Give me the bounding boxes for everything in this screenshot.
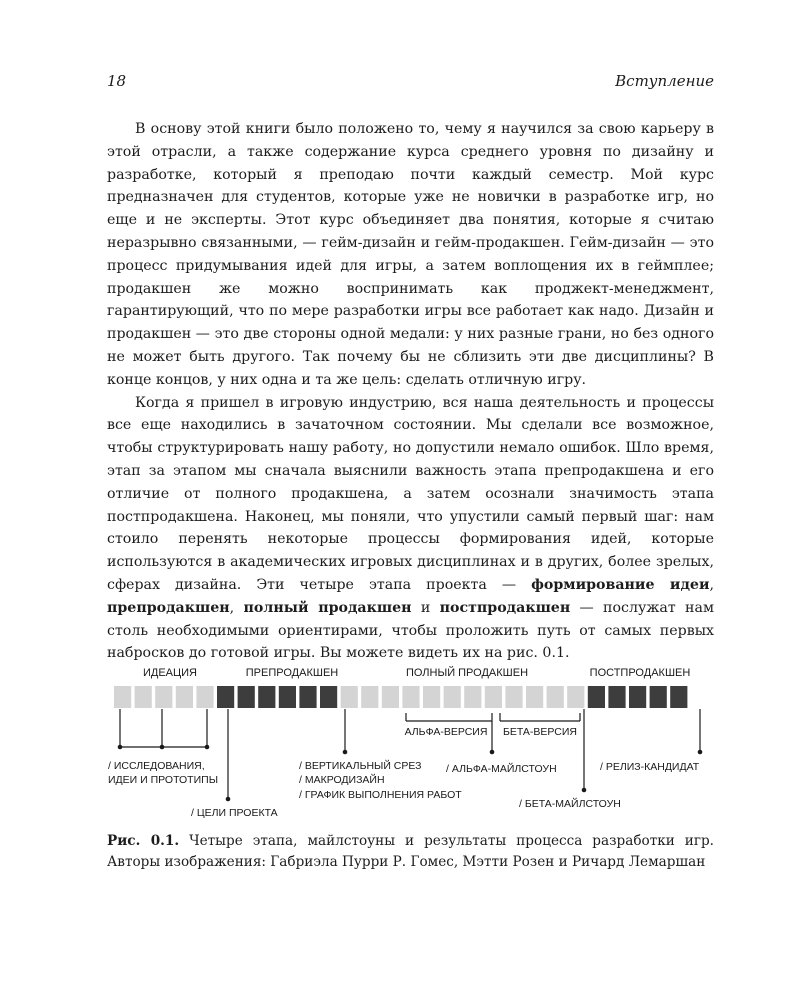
dot-alpha-milestone	[490, 750, 495, 755]
alpha-version-label: АЛЬФА-ВЕРСИЯ	[404, 726, 488, 738]
dot-goals	[226, 797, 231, 802]
dot-research	[160, 745, 165, 750]
phase-block-light	[196, 686, 213, 708]
phase-block-light	[567, 686, 584, 708]
phase-block-dark	[279, 686, 296, 708]
phase-block-light	[423, 686, 440, 708]
phase-block-dark	[299, 686, 316, 708]
phase-label-preproduction: ПРЕПРОДАКШЕН	[245, 667, 339, 679]
goals-label: / ЦЕЛИ ПРОЕКТА	[191, 807, 278, 819]
paragraph-2-start: Когда я пришел в игровую индустрию, вся наша деятельность и процессы все еще находились в зачаточном состоянии. Мы сделали все возможное, чтобы структурировать нашу работу, но допустили немало ошибок. Шло время, этап за этапом мы сначала выяснили важность этапа препродакшена и его отличие от полного продакшена, а затем осознали значимость этапа постпродакшена. Наконец, мы поняли, что упустили самый первый шаг: нам стоило перенять некоторые процессы формирования идей, которые используются в академических игровых дисциплинах и в других, более зрелых, сферах дизайна. Эти четыре этапа проекта —	[107, 394, 714, 593]
bold-term-full-production: полный продакшен	[243, 599, 412, 616]
phase-label-full-production: ПОЛНЫЙ ПРОДАКШЕН	[405, 667, 529, 679]
phase-block-light	[341, 686, 358, 708]
phase-label-ideation: ИДЕАЦИЯ	[142, 667, 198, 679]
paragraph-2	[107, 392, 714, 666]
phase-block-light	[402, 686, 419, 708]
phase-block-dark	[258, 686, 275, 708]
phase-blocks-bar	[114, 686, 687, 708]
macrodesign-label: / МАКРОДИЗАЙН	[299, 774, 385, 786]
vertical-slice-label: / ВЕРТИКАЛЬНЫЙ СРЕЗ	[299, 760, 422, 772]
dot-research	[118, 745, 123, 750]
phase-block-light	[135, 686, 152, 708]
bold-term-preproduction: препродакшен	[107, 599, 230, 616]
phase-block-light	[382, 686, 399, 708]
dot-beta-milestone	[582, 788, 587, 793]
figure-caption	[107, 831, 714, 873]
dot-preproduction-deliverables	[343, 750, 348, 755]
phase-block-light	[176, 686, 193, 708]
phase-block-light	[444, 686, 461, 708]
phase-block-light	[526, 686, 543, 708]
bold-term-ideation: формирование идеи	[531, 576, 710, 593]
phase-block-light	[505, 686, 522, 708]
phase-block-light	[547, 686, 564, 708]
phase-block-light	[361, 686, 378, 708]
separator: ,	[229, 599, 244, 616]
development-stages-diagram	[0, 655, 800, 830]
phase-block-dark	[629, 686, 646, 708]
research-label-line2: ИДЕИ И ПРОТОТИПЫ	[108, 774, 218, 786]
phase-block-dark	[650, 686, 667, 708]
schedule-label: / ГРАФИК ВЫПОЛНЕНИЯ РАБОТ	[299, 789, 462, 801]
phase-block-dark	[217, 686, 234, 708]
paragraph-2-end: — послужат нам столь необходимыми ориентирами, чтобы проложить путь от самых первых набросков до готовой игры. Вы можете видеть их на рис. 0.1.	[107, 599, 714, 662]
dot-release-candidate	[698, 750, 703, 755]
separator: и	[411, 599, 440, 616]
figure-0-1	[0, 655, 800, 830]
separator: ,	[709, 576, 714, 593]
beta-version-label: БЕТА-ВЕРСИЯ	[502, 726, 578, 738]
phase-label-postproduction: ПОСТПРОДАКШЕН	[589, 667, 691, 679]
dot-research	[205, 745, 210, 750]
phase-block-light	[464, 686, 481, 708]
paragraph-1: В основу этой книги было положено то, чему я научился за свою карьеру в этой отрасли, а также содержание курса среднего уровня по дизайну и разработке, который я преподаю почти каждый семестр. Мой курс предназначен для студентов, которые уже не новички в разработке игр, но еще и не эксперты. Этот курс объединяет два понятия, которые я считаю неразрывно связанными, — гейм-дизайн и гейм-продакшен. Гейм-дизайн — это процесс придумывания идей для игры, а затем воплощения их в геймплее; продакшен же можно воспринимать как проджект-менеджмент, гарантирующий, что по мере разработки игры все работает как надо. Дизайн и продакшен — это две стороны одной медали: у них разные грани, но без одного не может быть другого. Так почему бы не сблизить эти две дисциплины? В конце концов, у них одна и та же цель: сделать отличную игру.	[107, 121, 714, 388]
phase-block-dark	[320, 686, 337, 708]
bold-term-postproduction: постпродакшен	[439, 599, 571, 616]
page-number: 18	[107, 72, 127, 90]
phase-block-dark	[670, 686, 687, 708]
research-label-line1: / ИССЛЕДОВАНИЯ,	[108, 760, 205, 772]
caption-label: Рис. 0.1.	[107, 833, 180, 849]
phase-block-light	[485, 686, 502, 708]
body-text	[107, 118, 714, 665]
beta-milestone-label: / БЕТА-МАЙЛСТОУН	[519, 798, 621, 810]
release-candidate-label: / РЕЛИЗ-КАНДИДАТ	[600, 761, 700, 773]
running-header-title: Вступление	[615, 72, 714, 90]
alpha-milestone-label: / АЛЬФА-МАЙЛСТОУН	[446, 763, 557, 775]
phase-block-light	[155, 686, 172, 708]
phase-block-dark	[238, 686, 255, 708]
phase-block-dark	[588, 686, 605, 708]
phase-block-dark	[608, 686, 625, 708]
caption-text: Четыре этапа, майлстоуны и результаты процесса разработки игр. Авторы изображения: Габриэла Пурри Р. Гомес, Мэтти Розен и Ричард Лемаршан	[107, 833, 714, 870]
phase-block-light	[114, 686, 131, 708]
